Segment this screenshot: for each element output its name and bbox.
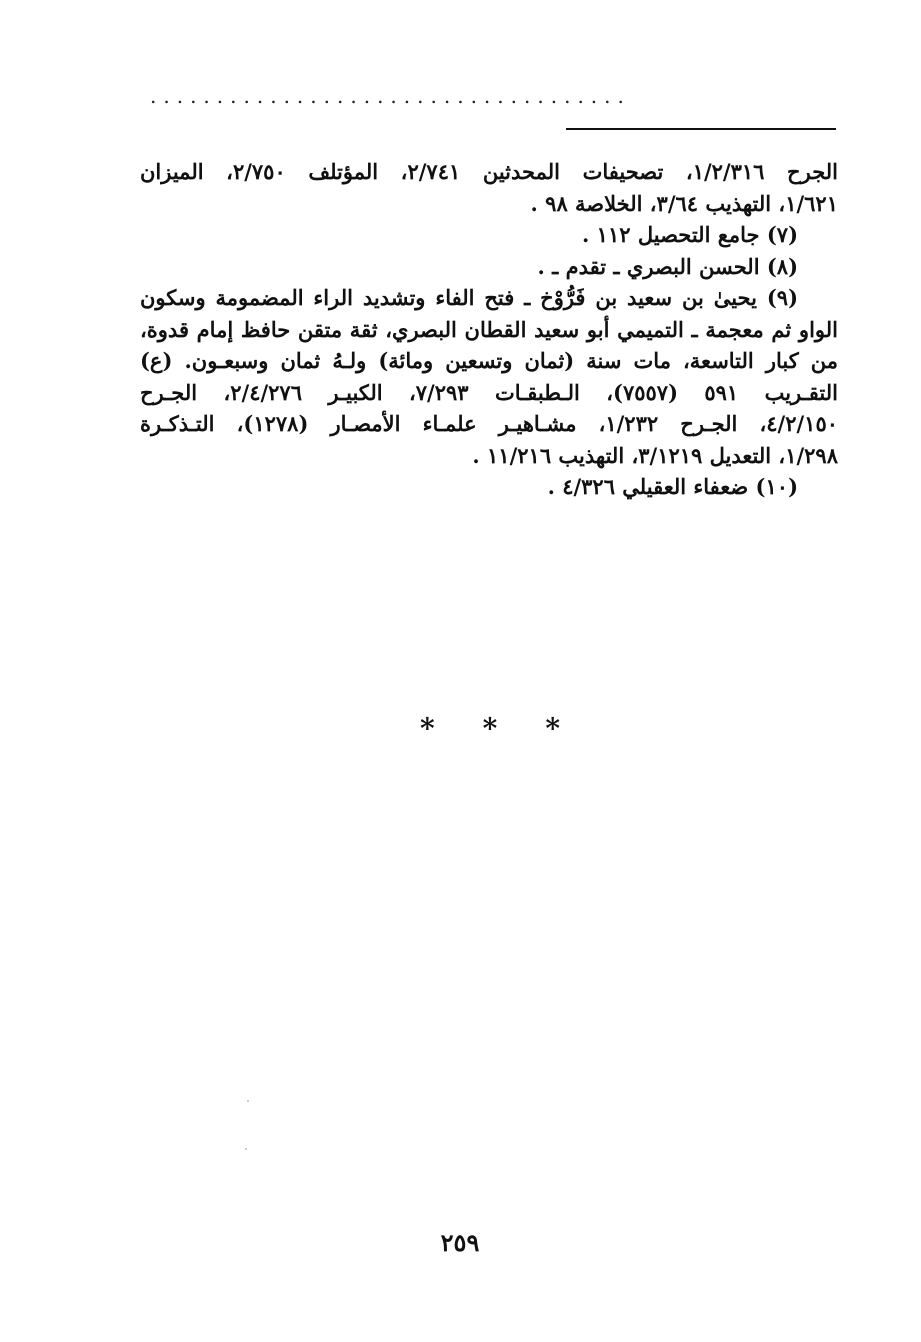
scan-speck bbox=[245, 1148, 247, 1150]
dotted-header-line: .................................... bbox=[150, 84, 631, 108]
footnotes-block bbox=[140, 156, 838, 503]
star-glyph: * bbox=[420, 711, 435, 745]
footnote-line-7: من كبار التاسعة، مات سنة (ثمان وتسعين ومائة) ولـهُ ثمان وسبعـون. (ع) bbox=[140, 348, 838, 373]
footnote-separator-rule bbox=[566, 128, 836, 130]
footnote-line-8: التقـريب ٥٩١ (٧٥٥٧)، الـطبقـات ٧/٢٩٣، الكبيـر ٢/٤/٢٧٦، الجـرح bbox=[140, 379, 838, 405]
footnote-line-3: (٧) جامع التحصيل ١١٢ . bbox=[582, 222, 798, 247]
scan-speck bbox=[247, 1100, 249, 1102]
star-glyph: * bbox=[545, 711, 560, 745]
footnote-line-10: ١/٢٩٨، التعديل ٣/١٢١٩، التهذيب ١١/٢١٦ . bbox=[472, 442, 838, 468]
section-separator-stars bbox=[420, 708, 560, 748]
footnote-line-5: (٩) يحيىٰ بن سعيد بن فَرُّوْخ ـ فتح الفاء وتشديد الراء المضمومة وسكون bbox=[140, 285, 798, 310]
footnote-line-2: ١/٦٢١، التهذيب ٣/٦٤، الخلاصة ٩٨ . bbox=[530, 190, 838, 216]
page-number: ٢٥٩ bbox=[440, 1228, 480, 1257]
footnote-line-11: (١٠) ضعفاء العقيلي ٤/٣٢٦ . bbox=[547, 474, 798, 499]
footnote-line-4: (٨) الحسن البصري ـ تقدم ـ . bbox=[537, 253, 798, 279]
star-glyph: * bbox=[482, 711, 498, 745]
footnote-line-1: الجرح ١/٢/٣١٦، تصحيفات المحدثين ٢/٧٤١، المؤتلف ٢/٧٥٠، الميزان bbox=[140, 159, 838, 184]
footnote-line-9: ٤/٢/١٥٠، الجـرح ١/٢٣٢، مشـاهيـر علمـاء الأمصـار (١٢٧٨)، التـذكـرة bbox=[140, 411, 838, 436]
footnote-line-6: الواو ثم معجمة ـ التميمي أبو سعيد القطان البصري، ثقة متقن حافظ إمام قدوة، bbox=[140, 316, 838, 342]
